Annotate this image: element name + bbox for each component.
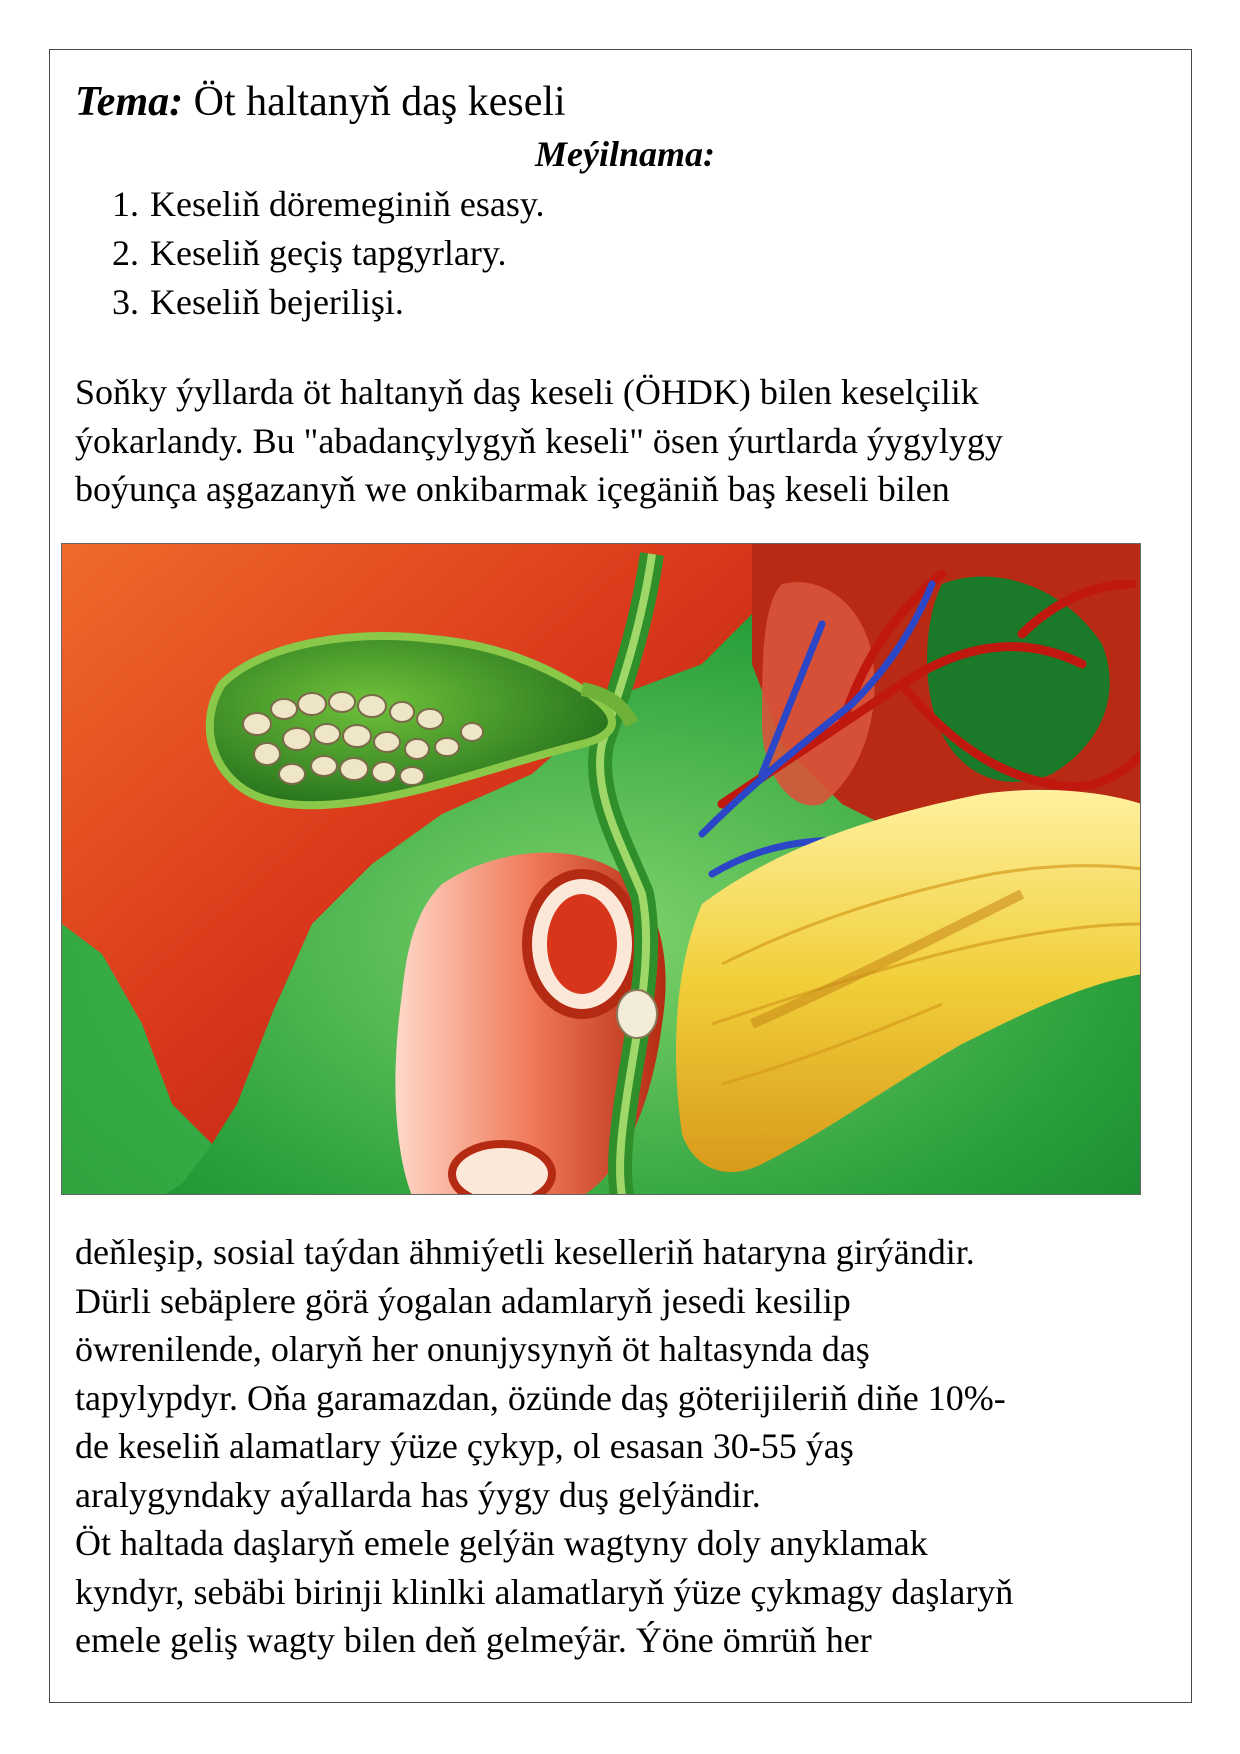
plan-item-number: 2. — [112, 233, 139, 273]
text-line: emele geliş wagty bilen deň gelmeýär. Ýöne ömrüň her — [75, 1620, 872, 1660]
topic-text: Öt haltanyň daş keseli — [193, 79, 566, 125]
text-line: öwrenilende, olaryň her onunjysynyň öt haltasynda daş — [75, 1329, 870, 1369]
topic-label: Tema: — [75, 79, 184, 125]
anatomy-illustration — [61, 543, 1141, 1195]
intro-paragraph — [75, 368, 1003, 514]
plan-item — [112, 278, 545, 327]
plan-item-number: 3. — [112, 282, 139, 322]
plan-item-text: Keseliň bejerilişi. — [150, 282, 404, 322]
text-line: deňleşip, sosial taýdan ähmiýetli keselleriň hataryna girýändir. — [75, 1232, 975, 1272]
plan-item-text: Keseliň geçiş tapgyrlary. — [150, 233, 507, 273]
plan-item-text: Keseliň döremeginiň esasy. — [150, 184, 545, 224]
plan-list — [112, 180, 545, 327]
plan-item — [112, 229, 545, 278]
text-line: Dürli sebäplere görä ýogalan adamlaryň jesedi kesilip — [75, 1280, 851, 1321]
text-line: Öt haltada daşlaryň emele gelýän wagtyny doly anyklamak — [75, 1523, 928, 1563]
duct-stone — [617, 990, 657, 1038]
plan-heading: Meýilnama: — [535, 134, 715, 174]
body-paragraph — [75, 1228, 1013, 1665]
topic-title — [75, 74, 566, 130]
plan-item — [112, 180, 545, 229]
text-line: boýunça aşgazanyň we onkibarmak içegäniň baş keseli bilen — [75, 469, 950, 509]
plan-item-number: 1. — [112, 184, 139, 224]
text-line: Soňky ýyllarda öt haltanyň daş keseli (ÖHDK) bilen keselçilik — [75, 372, 979, 412]
text-line: ýokarlandy. Bu "abadançylygyň keseli" ösen ýurtlarda ýygylygy — [75, 420, 1003, 461]
text-line: aralygyndaky aýallarda has ýygy duş gelýändir. — [75, 1474, 761, 1515]
text-line: tapylypdyr. Oňa garamazdan, özünde daş göterijileriň diňe 10%- — [75, 1377, 1006, 1418]
text-line: de keseliň alamatlary ýüze çykyp, ol esasan 30-55 ýaş — [75, 1426, 854, 1466]
text-line: kyndyr, sebäbi birinji klinlki alamatlaryň ýüze çykmagy daşlaryň — [75, 1571, 1014, 1612]
